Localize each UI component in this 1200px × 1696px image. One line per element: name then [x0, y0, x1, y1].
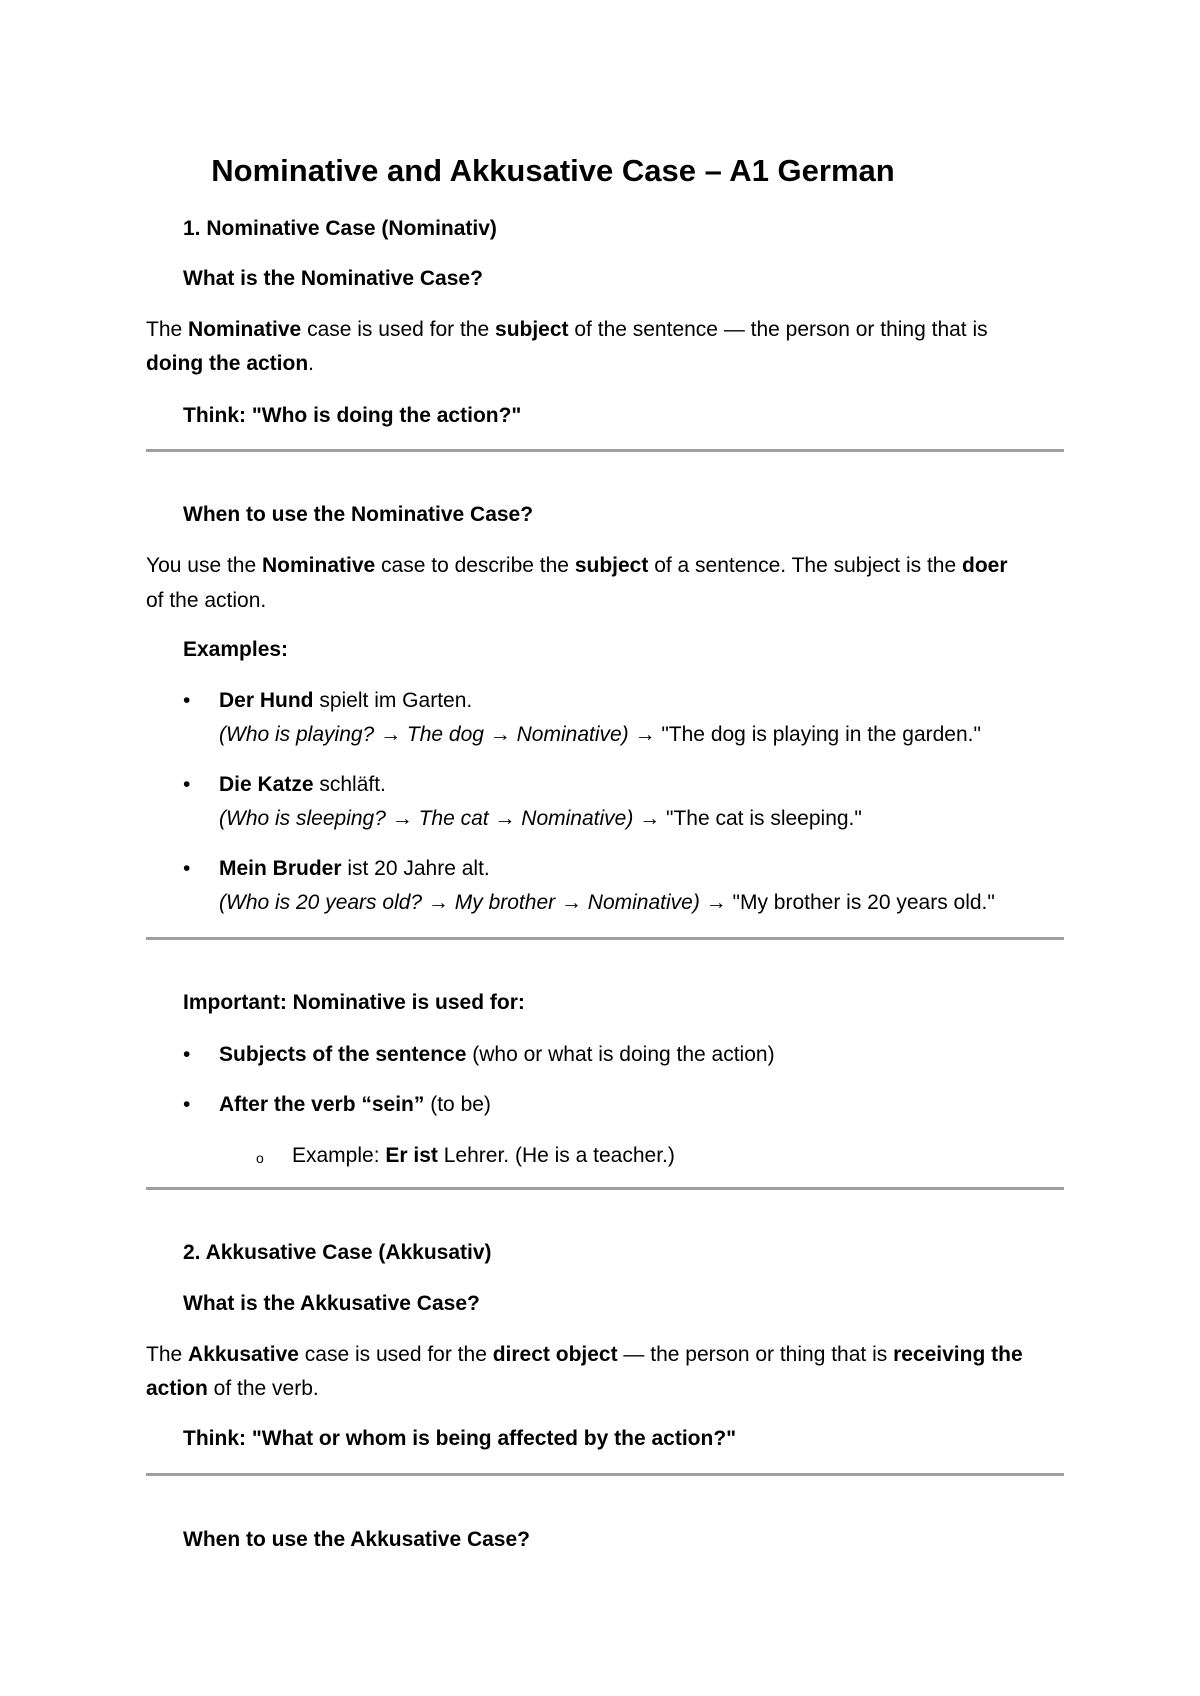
text: The	[146, 1343, 189, 1366]
text: of the sentence — the person or thing that is	[568, 318, 988, 341]
list-item	[219, 1042, 775, 1068]
text: schläft.	[313, 773, 386, 796]
divider	[146, 1473, 1064, 1476]
german-subject: Mein Bruder	[219, 857, 342, 880]
bold-term: subject	[574, 554, 649, 577]
divider	[146, 449, 1064, 452]
think-akkusative: Think: "What or whom is being affected by the action?"	[183, 1427, 737, 1450]
examples-label: Examples:	[183, 638, 289, 661]
bullet-icon: •	[183, 857, 191, 880]
question-when-nominative: When to use the Nominative Case?	[183, 503, 534, 526]
section-heading-nominative: 1. Nominative Case (Nominativ)	[183, 217, 497, 240]
text: case is used for the	[298, 1343, 493, 1366]
translation: → "The cat is sleeping."	[633, 807, 862, 830]
german-subject: Der Hund	[219, 689, 314, 712]
bold-term: action	[146, 1377, 208, 1400]
text: of a sentence. The subject is the	[648, 554, 962, 577]
question-what-nominative: What is the Nominative Case?	[183, 267, 483, 290]
sub-bullet-icon: o	[256, 1150, 264, 1166]
think-nominative: Think: "Who is doing the action?"	[183, 404, 522, 427]
list-item	[219, 688, 472, 714]
section-heading-akkusative: 2. Akkusative Case (Akkusativ)	[183, 1241, 492, 1264]
bold-term: Subjects of the sentence	[219, 1043, 467, 1066]
bold-term: direct object	[492, 1343, 618, 1366]
nominative-definition-line2	[146, 351, 314, 377]
bullet-icon: •	[183, 689, 191, 712]
bold-term: subject	[495, 318, 569, 341]
sub-list-item	[292, 1143, 675, 1169]
list-item	[219, 856, 490, 882]
bold-term: Nominative	[188, 318, 302, 341]
text: — the person or thing that is	[617, 1343, 894, 1366]
question-what-akkusative: What is the Akkusative Case?	[183, 1292, 480, 1315]
question-when-akkusative: When to use the Akkusative Case?	[183, 1528, 530, 1551]
text: ist 20 Jahre alt.	[341, 857, 490, 880]
bold-term: Akkusative	[188, 1343, 299, 1366]
gloss: (Who is sleeping? → The cat → Nominative)	[219, 807, 634, 830]
text: Lehrer. (He is a teacher.)	[437, 1144, 675, 1167]
bold-term: After the verb “sein”	[219, 1093, 425, 1116]
example-gloss	[219, 890, 995, 916]
bullet-icon: •	[183, 773, 191, 796]
bold-term: Nominative	[262, 554, 376, 577]
akkusative-definition-line2	[146, 1376, 319, 1402]
text: spielt im Garten.	[313, 689, 473, 712]
german-subject: Die Katze	[219, 773, 314, 796]
bullet-icon: •	[183, 1043, 191, 1066]
nominative-definition-line1	[146, 317, 988, 343]
text: You use the	[146, 554, 262, 577]
bold-term: doing the action	[146, 352, 309, 375]
gloss: (Who is 20 years old? → My brother → Nominative)	[219, 891, 700, 914]
nominative-usage-line1	[146, 553, 1008, 579]
text: (to be)	[424, 1093, 491, 1116]
gloss: (Who is playing? → The dog → Nominative)	[219, 723, 629, 746]
important-label: Important: Nominative is used for:	[183, 991, 525, 1014]
bullet-icon: •	[183, 1093, 191, 1116]
bold-term: doer	[962, 554, 1008, 577]
text: case to describe the	[375, 554, 575, 577]
bold-term: Er ist	[385, 1144, 438, 1167]
translation: → "The dog is playing in the garden."	[628, 723, 981, 746]
text: case is used for the	[301, 318, 496, 341]
example-gloss	[219, 806, 862, 832]
example-gloss	[219, 722, 981, 748]
list-item	[219, 1092, 491, 1118]
list-item	[219, 772, 386, 798]
akkusative-definition-line1	[146, 1342, 1023, 1368]
text: The	[146, 318, 189, 341]
divider	[146, 937, 1064, 940]
bold-term: receiving the	[893, 1343, 1023, 1366]
translation: → "My brother is 20 years old."	[699, 891, 995, 914]
text: .	[308, 352, 314, 375]
text: of the verb.	[207, 1377, 319, 1400]
text: (who or what is doing the action)	[466, 1043, 775, 1066]
divider	[146, 1187, 1064, 1190]
page-title: Nominative and Akkusative Case – A1 German	[211, 153, 895, 188]
nominative-usage-line2: of the action.	[146, 589, 267, 612]
text: Example:	[292, 1144, 386, 1167]
